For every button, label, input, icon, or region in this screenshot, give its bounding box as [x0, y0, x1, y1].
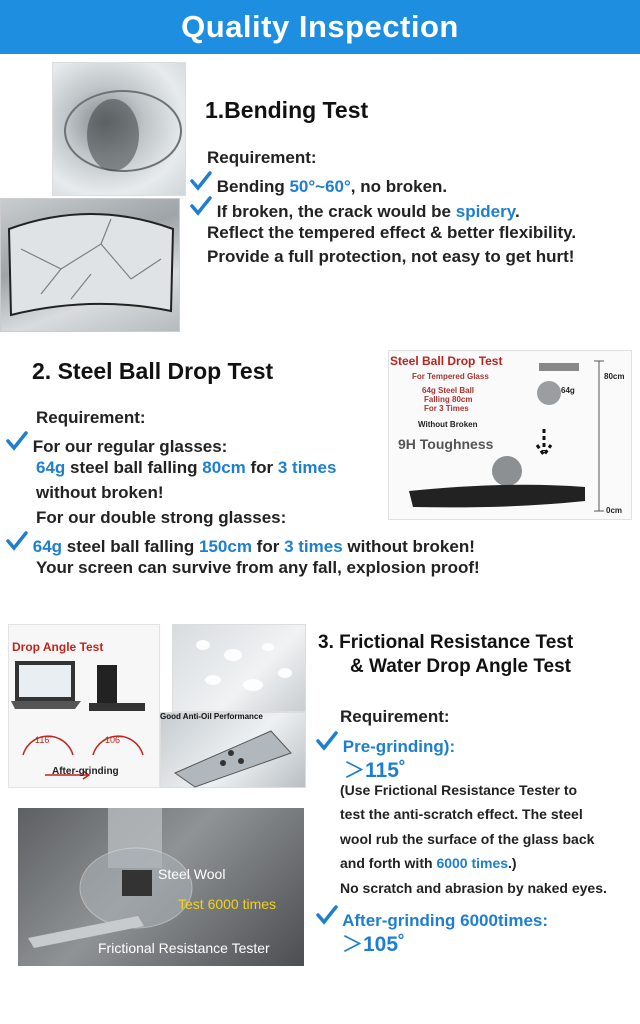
- ball-reg-end: without broken!: [36, 483, 164, 502]
- friction-note4-times: 6000 times: [436, 855, 509, 871]
- check-icon: [316, 730, 338, 752]
- bending-glass-photo: [52, 62, 186, 196]
- ball-dbl-weight: 64g: [32, 537, 63, 556]
- water-drop-photo: [172, 624, 306, 712]
- ball-reg-height: 80cm: [202, 458, 246, 477]
- ball-reg-for: for: [245, 458, 278, 477]
- drop-after-grinding: After-grinding: [52, 766, 119, 777]
- check-icon: [6, 430, 28, 452]
- tester-label: Frictional Resistance Tester: [98, 940, 270, 956]
- friction-after-text: After-grinding 6000times:: [342, 911, 549, 930]
- ball-img-l1: 64g Steel Ball: [422, 386, 475, 395]
- friction-requirement: Requirement:: [340, 707, 450, 726]
- friction-no-scratch: No scratch and abrasion by naked eyes.: [340, 880, 607, 896]
- cracked-glass-photo: [0, 198, 180, 332]
- bending-line1-text: Bending: [216, 177, 290, 196]
- bending-line1-end: , no broken.: [350, 177, 448, 196]
- friction-after-value: ＞105˚: [342, 933, 406, 956]
- ball-reg-mid: steel ball falling: [65, 458, 203, 477]
- drop-angle-1: 116˚: [35, 735, 53, 745]
- ball-double: For our double strong glasses:: [36, 508, 287, 527]
- check-icon: [190, 195, 212, 217]
- ball-dbl-height: 150cm: [199, 537, 252, 556]
- ball-img-bottom: 0cm: [606, 506, 623, 515]
- bending-spidery: spidery: [455, 202, 515, 221]
- friction-note4-pre: and forth with: [340, 855, 437, 871]
- ball-dbl-end: without broken!: [342, 537, 475, 556]
- bending-title: 1.Bending Test: [205, 97, 369, 123]
- ball-reg-weight: 64g: [36, 458, 66, 477]
- steel-wool-label: Steel Wool: [158, 866, 226, 882]
- check-icon: [6, 530, 28, 552]
- test-times-label: Test 6000 times: [178, 896, 277, 912]
- check-icon: [316, 904, 338, 926]
- ball-dbl-mid: steel ball falling: [62, 537, 200, 556]
- ball-requirement: Requirement:: [36, 408, 146, 427]
- friction-note4: [340, 851, 517, 875]
- friction-title-2: & Water Drop Angle Test: [350, 656, 571, 677]
- bending-line2-end: .: [514, 202, 520, 221]
- bending-requirement: Requirement:: [207, 148, 317, 167]
- ball-img-tough: 9H Toughness: [398, 436, 494, 452]
- bending-line2-text: If broken, the crack would be: [216, 202, 456, 221]
- header-bar: [0, 0, 640, 54]
- ball-img-l3: For 3 Times: [424, 404, 469, 413]
- ball-dbl-times: 3 times: [284, 537, 343, 556]
- friction-note1: (Use Frictional Resistance Tester to: [340, 782, 578, 798]
- friction-note2: test the anti-scratch effect. The steel: [340, 806, 583, 822]
- drop-angle-title: Drop Angle Test: [12, 640, 104, 654]
- friction-note4-post: .): [508, 855, 517, 871]
- friction-title-1: 3. Frictional Resistance Test: [318, 632, 574, 653]
- ball-img-l2: Falling 80cm: [424, 395, 473, 404]
- ball-regular-detail: [36, 455, 336, 480]
- ball-img-for: For Tempered Glass: [412, 372, 489, 381]
- friction-pre-text: Pre-grinding):: [342, 737, 456, 756]
- bending-line4: Provide a full protection, not easy to get hurt!: [207, 247, 575, 266]
- ball-regular-text: For our regular glasses:: [32, 437, 228, 456]
- friction-pre-value: ＞115˚: [344, 759, 406, 782]
- bending-line3: Reflect the tempered effect & better flexibility.: [207, 223, 577, 242]
- ball-dbl-for: for: [251, 537, 285, 556]
- friction-note3: wool rub the surface of the glass back: [340, 831, 595, 847]
- anti-oil-title: Good Anti-Oil Performance: [160, 712, 263, 721]
- ball-img-without: Without Broken: [418, 420, 478, 429]
- ball-img-title: Steel Ball Drop Test: [390, 354, 503, 368]
- bending-angle: 50°~60°: [289, 177, 351, 196]
- drop-angle-2: 106˚: [105, 735, 124, 745]
- page-title: Quality Inspection: [181, 9, 459, 44]
- ball-img-weight: 64g: [561, 386, 575, 395]
- ball-reg-times: 3 times: [277, 458, 337, 477]
- ball-img-top: 80cm: [604, 372, 625, 381]
- ball-title: 2. Steel Ball Drop Test: [32, 358, 274, 384]
- ball-survive: Your screen can survive from any fall, explosion proof!: [36, 558, 480, 577]
- check-icon: [190, 170, 212, 192]
- anti-oil-photo: [160, 712, 306, 788]
